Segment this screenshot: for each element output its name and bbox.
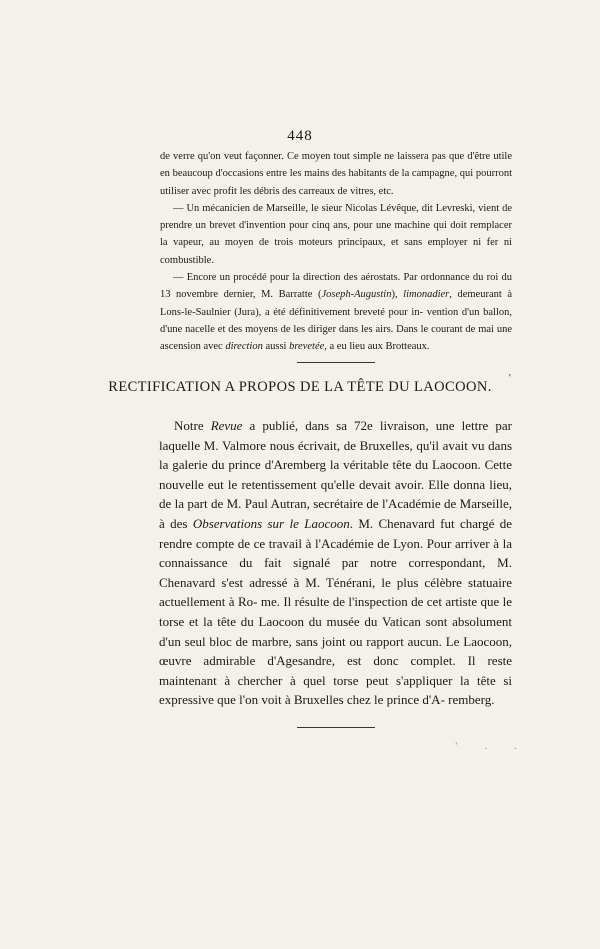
section-title: RECTIFICATION A PROPOS DE LA TÊTE DU LAOCOON. [108,379,492,395]
line: demeurant à Lons-le-Saulnier (Jura), a été définitivement breveté pour in- [160,289,512,318]
paragraph-aerostats [160,269,512,355]
line-part: , [324,341,327,353]
line: à l'Académie de Lyon. Pour arriver à la connaissance du fait [159,535,512,571]
line-part: du roi du 13 novembre dernier, M. Barratte ( [160,272,513,301]
line: laquelle M. Valmore nous écrivait, de Bruxelles, qu'il avait vu [159,437,485,453]
revue-title: Revue [210,418,243,433]
page-number: 448 [287,128,313,144]
line: Laocoon. Cette nouvelle eut le retentissement qu'elle devait [159,457,513,492]
line: Laocoon, œuvre admirable d'Agesandre, est donc complet. Il [159,633,513,669]
line: tête si expressive que l'on voit à Bruxelles chez le prince d'A- [159,672,512,708]
line-part: Notre [174,418,211,433]
section-divider-bottom [297,727,375,728]
line: a eu lieu aux Brotteaux. [329,341,430,353]
paragraph-mechanic [160,200,512,269]
line-part: a publié, dans sa 72e livraison, une lettre par [242,418,512,433]
line-part: aussi [262,341,290,353]
line: à M. Ténérani, le plus célèbre statuaire actuellement à Ro- [159,574,512,610]
line-part: airs. Dans le courant de mai une ascension avec [160,323,512,353]
line-part: de l'Académie de Marseille, à des [159,496,513,531]
line: M. Chenavard fut chargé de rendre compte de ce travail [159,515,512,551]
paragraph-glass [160,148,512,200]
line: avoir. Elle donna lieu, de la part de M. Paul Autran, secrétaire [159,476,513,512]
article-body [159,416,512,710]
line-part: ), [391,289,404,301]
line: vient de prendre un brevet d'invention pour cinq ans, pour une machine [160,202,513,232]
line-part: , [449,289,452,301]
line: — Encore un procédé pour la direction des aérostats. Par ordonnance [173,272,470,284]
line: la tête du Laocoon du musée du Vatican sont absolument [203,613,513,629]
line: qui doit remplacer la vapeur, au moyen de trois moteurs principaux, et [160,220,512,249]
line: campagne, qui pourront utiliser avec profit les débris des carreaux de vitres, etc. [160,168,513,197]
line: d'être utile en beaucoup d'occasions entre les mains des habitants de la [160,151,513,180]
line-part: . [349,515,353,531]
line: d'un seul bloc de marbre, sans joint ou rapport aucun. Le [159,633,460,649]
line: sans employer ni fer ni combustible. [160,237,512,266]
section-divider-top [297,362,375,363]
article-paragraph [159,416,512,710]
news-items [160,148,512,356]
line: me. Il résulte de l'inspection de cet artiste que le torse et [159,594,512,629]
line: dans la galerie du prince d'Aremberg la véritable tête du [159,437,513,473]
line: de verre qu'on veut façonner. Ce moyen tout simple ne laissera pas que [160,151,465,162]
line: signalé par notre correspondant, M. Chenavard s'est adressé [159,555,512,590]
line: — Un mécanicien de Marseille, le sieur Nicolas Lévêque, dit Levreski, [173,202,476,214]
emphasis-brevetee: brevetée [289,341,325,353]
emphasis-direction: direction [225,341,263,353]
line: reste maintenant à chercher à quel torse peut s'appliquer la [159,653,513,688]
observations-title: Observations sur le Laocoon [192,515,350,531]
line: vention d'un ballon, d'une nacelle et des moyens de les diriger dans les [160,306,513,335]
inventor-profession: limonadier [403,289,450,301]
line: remberg. [448,692,495,708]
stray-print-marks: ' . . [455,742,529,752]
inventor-name: Joseph-Augustin [321,289,392,301]
title-mark: ' [509,373,511,384]
